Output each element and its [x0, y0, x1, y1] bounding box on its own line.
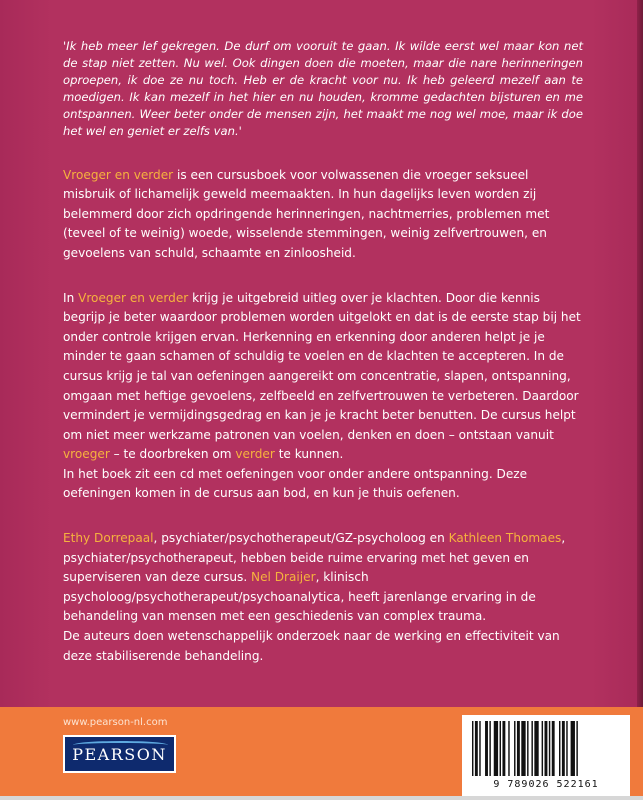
barcode-bar: [521, 721, 525, 776]
barcode-bar: [472, 721, 473, 776]
description-paragraph: [63, 289, 583, 465]
barcode-bar: [531, 721, 532, 776]
barcode-bar: [527, 721, 528, 776]
barcode-bar: [514, 721, 515, 776]
word-verder-highlight: verder: [235, 447, 275, 462]
description-text-2: – te doorbreken om: [109, 447, 236, 462]
barcode-bars: [470, 721, 622, 776]
author-name-1: Ethy Dorrepaal: [63, 531, 154, 546]
cover-text-area: [63, 38, 583, 691]
barcode-bar: [559, 721, 560, 776]
barcode-bar: [542, 721, 543, 776]
cover-edge-shadow: [637, 0, 643, 710]
cover-footer-band: [0, 707, 643, 800]
author-name-3: Nel Draijer: [251, 570, 316, 585]
author-role-1: , psychiater/psychotherapeut/GZ-psycholoog en: [153, 531, 449, 546]
barcode-bar: [566, 721, 567, 776]
logo-swoosh: [73, 741, 168, 749]
pearson-logo: [63, 735, 176, 773]
cd-paragraph: In het boek zit een cd met oefeningen voor onder andere ontspanning. Deze oefeningen komen in de cursus aan bod, en kun je thuis oefenen.: [63, 466, 528, 501]
word-vroeger-highlight: vroeger: [63, 447, 110, 462]
book-title-highlight: Vroeger en verder: [63, 167, 174, 182]
author-name-2: Kathleen Thomaes: [448, 531, 562, 546]
description-prefix: In: [63, 290, 79, 305]
barcode-bar: [494, 721, 498, 776]
barcode-bar: [489, 721, 490, 776]
isbn-number: 9 789026 522161: [493, 779, 599, 790]
barcode-bar: [562, 721, 565, 776]
authors-paragraph: [63, 529, 583, 627]
barcode-bar: [485, 721, 488, 776]
barcode-bar: [576, 721, 577, 776]
description-text-3: te kunnen.: [274, 447, 344, 462]
barcode-bar: [571, 721, 575, 776]
barcode-bar: [549, 721, 550, 776]
barcode-bar: [552, 721, 555, 776]
intro-text: is een cursusboek voor volwassenen die vroeger seksueel misbruik of lichamelijk geweld meemaakten. In hun dagelijks leven worden zij belemmerd door zich opdringende herinneringen, nachtmerries, problemen met (teveel of te weinig) woede, wisselende stemmingen, weinig zelfvertrouwen, en gevoelens van schuld, schaamte en zinloosheid.: [63, 167, 550, 260]
barcode-bar: [508, 721, 509, 776]
logo-text: PEARSON: [72, 744, 167, 764]
barcode-bar: [517, 721, 520, 776]
intro-paragraph: [63, 166, 583, 264]
isbn-barcode: [462, 715, 630, 797]
barcode-bar: [500, 721, 501, 776]
bottom-edge: [0, 796, 643, 800]
author-role-3: , klinisch psycholoog/psychotherapeut/psychoanalytica, heeft jarenlange ervaring in de behandeling van mensen met een geschiedenis van complex trauma.: [63, 570, 536, 624]
description-text-1: krijg je uitgebreid uitleg over je klachten. Door die kennis begrijp je beter waardoor problemen worden uitgelokt en dat is de eerste stap bij het onder controle krijgen ervan. Herkenning en erkenning door anderen helpt je je minder te gaan schamen of schuldig te voelen en de klachten te accepteren. In de cursus krijg je tal van oefeningen aangereikt om concentratie, slapen, ontspanning, omgaan met heftige gevoelens, zelfbeeld en zelfvertrouwen te verbeteren. Daardoor vermindert je vermijdingsgedrag en kan je je kracht beter benutten. De cursus helpt om niet meer werkzame patronen van voelen, denken en doen – ontstaan vanuit: [63, 290, 581, 442]
author-role-2: , psychiater/psychotherapeut, hebben beide ruime ervaring met het geven en superviseren van deze cursus.: [63, 531, 566, 585]
barcode-bar: [545, 721, 548, 776]
barcode-bar: [534, 721, 538, 776]
testimonial-quote: 'Ik heb meer lef gekregen. De durf om vooruit te gaan. Ik wilde eerst wel maar kon net de stap niet zetten. Nu wel. Ook dingen doen die moeten, maar die nare herinneringen oproepen, ik doe ze nu toch. Heb er de kracht voor nu. Ik heb geleerd mezelf aan te moedigen. Ik kan mezelf in het hier en nu houden, kromme gedachten bijsturen en me ontspannen. Weer beter onder de mensen zijn, het maakt me nog wel moe, maar ik doe het wel en geniet er zelfs van.': [63, 39, 583, 139]
barcode-bar: [502, 721, 505, 776]
barcode-bar: [475, 721, 478, 776]
publisher-url: www.pearson-nl.com: [63, 717, 168, 728]
book-title-highlight: Vroeger en verder: [78, 290, 189, 305]
barcode-bar: [479, 721, 480, 776]
research-paragraph: De auteurs doen wetenschappelijk onderzoek naar de werking en effectiviteit van deze stabiliserende behandeling.: [63, 629, 560, 663]
